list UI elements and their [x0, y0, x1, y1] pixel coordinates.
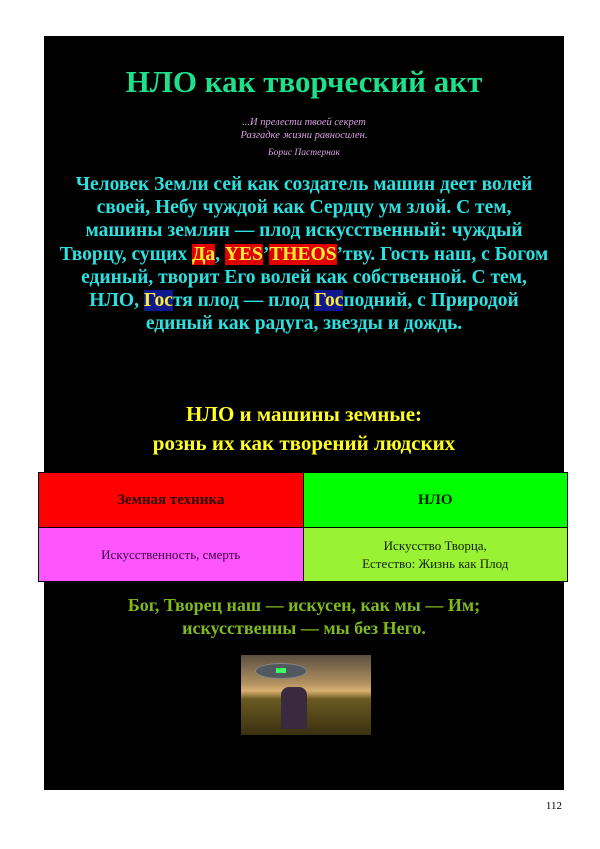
page-number: 112 — [545, 800, 562, 812]
epigraph-author: Борис Пастернак — [267, 148, 340, 158]
quote-line: Бог, Творец наш — искусен, как мы — Им; — [127, 595, 481, 615]
closing-quote — [44, 594, 564, 640]
highlight-gos: Гос — [143, 290, 173, 312]
cell-earth-tech: Искусственность, смерть — [39, 528, 304, 582]
ufo-photo — [241, 655, 371, 735]
subtitle-line: НЛО и машины земные: — [185, 402, 423, 426]
subtitle — [44, 400, 564, 458]
cell-ufo — [303, 528, 568, 582]
subtitle-line: рознь их как творений людских — [152, 431, 456, 455]
text: ’ — [336, 243, 344, 265]
header-ufo: НЛО — [303, 473, 568, 528]
epigraph — [44, 116, 564, 142]
highlight-da: Да — [191, 243, 216, 265]
text: , — [215, 243, 225, 265]
highlight-yes: YES — [224, 243, 263, 265]
figures-shape — [281, 687, 307, 729]
highlight-theos: THEOS — [269, 243, 337, 265]
highlight-gos: Гос — [314, 290, 344, 312]
comparison-table — [38, 472, 568, 582]
ufo-shape — [255, 663, 307, 679]
epigraph-line: Разгадке жизни равносилен. — [240, 130, 368, 141]
cell-line: Искусство Творца, — [383, 537, 487, 553]
epigraph-line: ...И прелести твоей секрет — [242, 117, 366, 128]
page-title: НЛО как творческий акт — [125, 64, 483, 99]
text: тву. Гость наш, с Богом единый, творит Его волей как собственной. С тем, НЛО, — [81, 243, 549, 312]
main-paragraph — [56, 173, 552, 335]
text: ’ — [262, 243, 270, 265]
quote-line: искусственны — мы без Него. — [182, 618, 426, 638]
text: тя плод — плод — [172, 290, 315, 312]
text: подний, с Природой единый как радуга, звезды и дождь. — [145, 290, 519, 335]
header-earth-tech: Земная техника — [39, 473, 304, 528]
text: Человек Земли сей как создатель машин деет волей своей, Небу чуждой как Сердцу ум злой. С тем, машины землян — плод искусственный: чуждый Творцу, сущих — [59, 174, 533, 265]
cell-line: Естество: Жизнь как Плод — [362, 555, 509, 571]
